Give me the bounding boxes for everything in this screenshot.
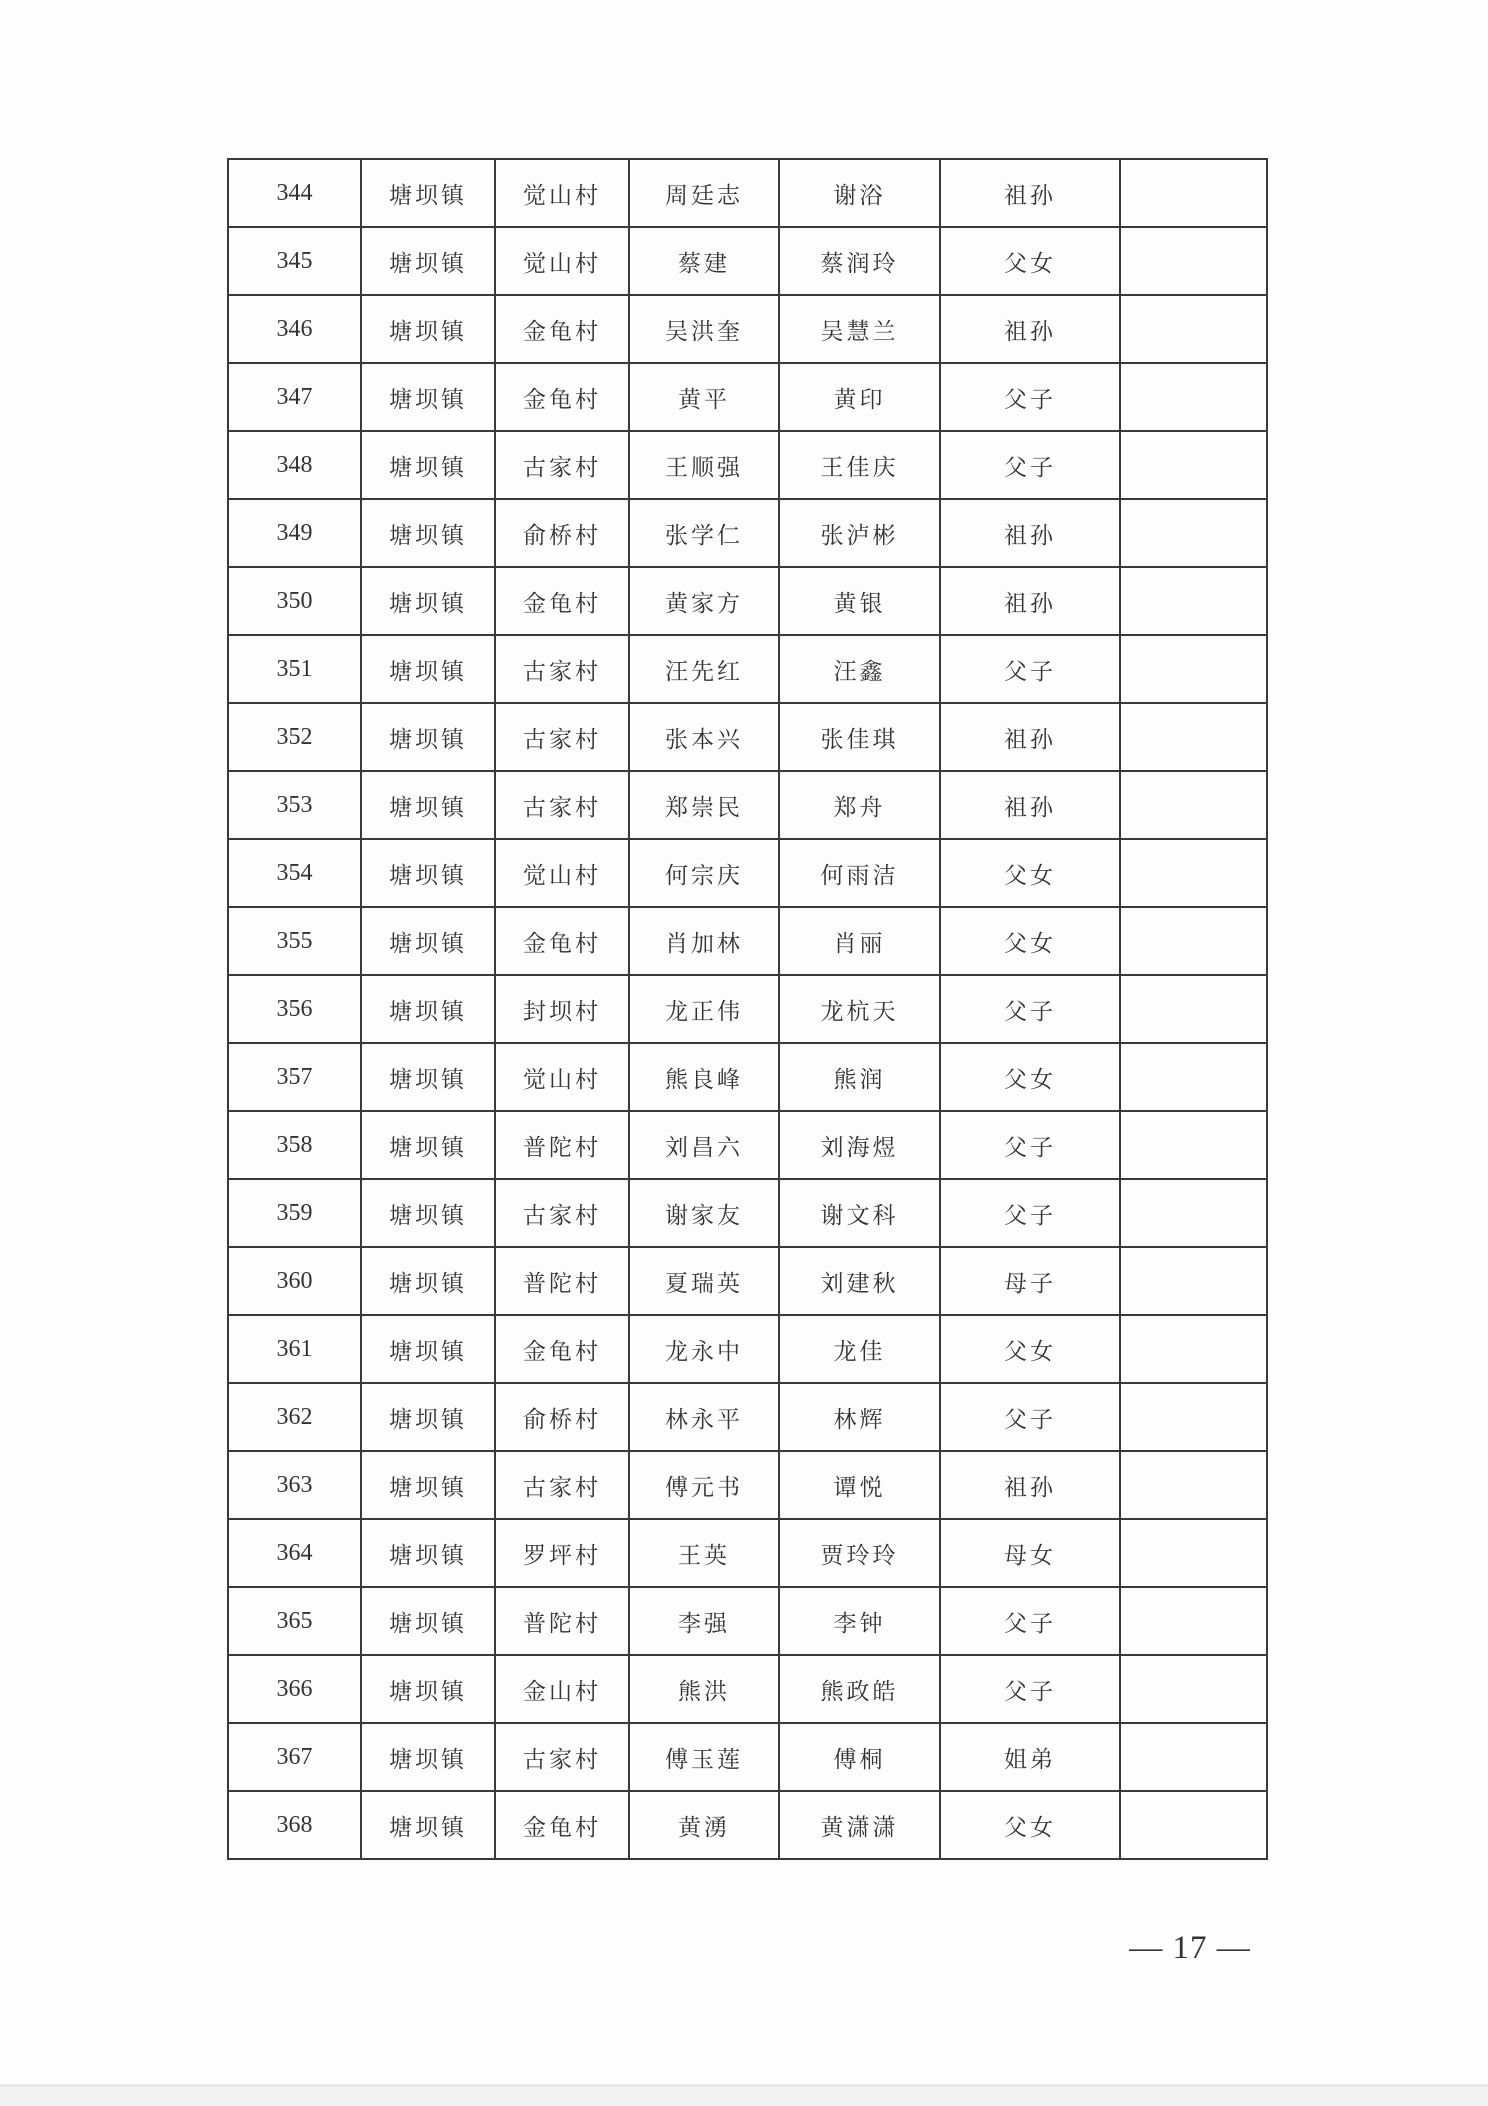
cell-name-primary: 夏瑞英 [629,1247,779,1315]
cell-name-secondary: 谢浴 [779,159,940,227]
cell-village: 金龟村 [495,1791,629,1859]
cell-serial-number: 353 [228,771,361,839]
cell-town: 塘坝镇 [361,1519,495,1587]
cell-remark [1120,1587,1267,1655]
cell-town: 塘坝镇 [361,635,495,703]
cell-village: 俞桥村 [495,499,629,567]
cell-remark [1120,839,1267,907]
cell-serial-number: 363 [228,1451,361,1519]
cell-relationship: 父女 [940,1043,1120,1111]
cell-town: 塘坝镇 [361,771,495,839]
cell-name-secondary: 龙佳 [779,1315,940,1383]
cell-remark [1120,1791,1267,1859]
cell-remark [1120,635,1267,703]
cell-remark [1120,771,1267,839]
cell-town: 塘坝镇 [361,1791,495,1859]
table-row [228,1383,1267,1451]
cell-name-primary: 熊良峰 [629,1043,779,1111]
cell-serial-number: 346 [228,295,361,363]
cell-name-secondary: 龙杭天 [779,975,940,1043]
roster-table [227,158,1268,1860]
cell-village: 觉山村 [495,159,629,227]
cell-serial-number: 365 [228,1587,361,1655]
cell-name-primary: 肖加林 [629,907,779,975]
cell-name-primary: 何宗庆 [629,839,779,907]
cell-relationship: 姐弟 [940,1723,1120,1791]
cell-relationship: 祖孙 [940,567,1120,635]
cell-serial-number: 349 [228,499,361,567]
cell-name-secondary: 张佳琪 [779,703,940,771]
cell-remark [1120,907,1267,975]
cell-name-primary: 龙正伟 [629,975,779,1043]
cell-name-secondary: 黄印 [779,363,940,431]
cell-name-primary: 林永平 [629,1383,779,1451]
cell-town: 塘坝镇 [361,1111,495,1179]
cell-remark [1120,159,1267,227]
cell-remark [1120,1043,1267,1111]
cell-village: 俞桥村 [495,1383,629,1451]
cell-town: 塘坝镇 [361,1247,495,1315]
cell-name-primary: 黄湧 [629,1791,779,1859]
cell-town: 塘坝镇 [361,1383,495,1451]
cell-relationship: 母女 [940,1519,1120,1587]
table-row [228,1315,1267,1383]
table-row [228,703,1267,771]
cell-relationship: 父女 [940,839,1120,907]
cell-town: 塘坝镇 [361,567,495,635]
cell-name-secondary: 熊政皓 [779,1655,940,1723]
cell-name-primary: 黄平 [629,363,779,431]
cell-remark [1120,1111,1267,1179]
cell-name-primary: 蔡建 [629,227,779,295]
cell-name-secondary: 吴慧兰 [779,295,940,363]
cell-name-secondary: 肖丽 [779,907,940,975]
cell-village: 金龟村 [495,567,629,635]
table-row [228,907,1267,975]
cell-relationship: 父女 [940,907,1120,975]
page-number: — 17 — [1129,1930,1251,1966]
cell-town: 塘坝镇 [361,431,495,499]
cell-serial-number: 351 [228,635,361,703]
cell-town: 塘坝镇 [361,1451,495,1519]
cell-village: 古家村 [495,1179,629,1247]
cell-town: 塘坝镇 [361,159,495,227]
cell-relationship: 父女 [940,1791,1120,1859]
cell-remark [1120,295,1267,363]
cell-name-secondary: 熊润 [779,1043,940,1111]
table-row [228,1791,1267,1859]
cell-town: 塘坝镇 [361,1587,495,1655]
cell-name-primary: 傅玉莲 [629,1723,779,1791]
cell-town: 塘坝镇 [361,363,495,431]
cell-remark [1120,703,1267,771]
cell-village: 金山村 [495,1655,629,1723]
cell-village: 金龟村 [495,907,629,975]
cell-town: 塘坝镇 [361,227,495,295]
cell-relationship: 祖孙 [940,295,1120,363]
table-row [228,567,1267,635]
cell-name-primary: 王顺强 [629,431,779,499]
cell-relationship: 父子 [940,363,1120,431]
cell-village: 封坝村 [495,975,629,1043]
cell-village: 罗坪村 [495,1519,629,1587]
cell-village: 普陀村 [495,1247,629,1315]
cell-remark [1120,1247,1267,1315]
cell-name-secondary: 谢文科 [779,1179,940,1247]
cell-serial-number: 344 [228,159,361,227]
cell-serial-number: 357 [228,1043,361,1111]
cell-village: 古家村 [495,431,629,499]
cell-serial-number: 366 [228,1655,361,1723]
cell-relationship: 父女 [940,227,1120,295]
cell-village: 古家村 [495,1723,629,1791]
table-row [228,1451,1267,1519]
cell-remark [1120,431,1267,499]
cell-name-primary: 黄家方 [629,567,779,635]
table-row [228,159,1267,227]
cell-name-secondary: 汪鑫 [779,635,940,703]
cell-name-primary: 谢家友 [629,1179,779,1247]
scan-bottom-shade [0,2087,1488,2106]
cell-village: 古家村 [495,635,629,703]
cell-name-secondary: 郑舟 [779,771,940,839]
cell-town: 塘坝镇 [361,907,495,975]
cell-village: 觉山村 [495,1043,629,1111]
cell-relationship: 祖孙 [940,499,1120,567]
table-row [228,1587,1267,1655]
cell-serial-number: 352 [228,703,361,771]
cell-name-primary: 刘昌六 [629,1111,779,1179]
cell-name-secondary: 李钟 [779,1587,940,1655]
cell-town: 塘坝镇 [361,975,495,1043]
cell-serial-number: 367 [228,1723,361,1791]
cell-serial-number: 348 [228,431,361,499]
cell-serial-number: 360 [228,1247,361,1315]
cell-name-primary: 张本兴 [629,703,779,771]
cell-relationship: 父子 [940,1179,1120,1247]
cell-village: 金龟村 [495,1315,629,1383]
cell-name-primary: 龙永中 [629,1315,779,1383]
cell-serial-number: 359 [228,1179,361,1247]
cell-remark [1120,1315,1267,1383]
cell-relationship: 父女 [940,1315,1120,1383]
cell-village: 古家村 [495,771,629,839]
cell-remark [1120,1519,1267,1587]
cell-serial-number: 356 [228,975,361,1043]
cell-name-primary: 熊洪 [629,1655,779,1723]
cell-remark [1120,1179,1267,1247]
cell-serial-number: 362 [228,1383,361,1451]
cell-name-primary: 郑崇民 [629,771,779,839]
cell-remark [1120,1655,1267,1723]
cell-village: 觉山村 [495,227,629,295]
cell-serial-number: 347 [228,363,361,431]
table-row [228,499,1267,567]
cell-village: 普陀村 [495,1111,629,1179]
table-row [228,1179,1267,1247]
table-row [228,363,1267,431]
table-row [228,1247,1267,1315]
cell-name-secondary: 刘海煜 [779,1111,940,1179]
table-row [228,1043,1267,1111]
cell-relationship: 祖孙 [940,703,1120,771]
cell-relationship: 祖孙 [940,1451,1120,1519]
cell-town: 塘坝镇 [361,499,495,567]
table-row [228,1723,1267,1791]
cell-name-primary: 王英 [629,1519,779,1587]
table-row [228,771,1267,839]
cell-relationship: 父子 [940,635,1120,703]
cell-name-primary: 张学仁 [629,499,779,567]
cell-remark [1120,975,1267,1043]
cell-village: 普陀村 [495,1587,629,1655]
cell-village: 金龟村 [495,363,629,431]
cell-village: 古家村 [495,703,629,771]
cell-name-secondary: 张泸彬 [779,499,940,567]
table-row [228,1519,1267,1587]
cell-remark [1120,227,1267,295]
roster-table-body [228,159,1267,1859]
cell-name-secondary: 傅桐 [779,1723,940,1791]
cell-name-primary: 周廷志 [629,159,779,227]
cell-name-secondary: 何雨洁 [779,839,940,907]
cell-remark [1120,1451,1267,1519]
cell-village: 古家村 [495,1451,629,1519]
cell-serial-number: 354 [228,839,361,907]
table-row [228,431,1267,499]
table-row [228,635,1267,703]
cell-name-secondary: 刘建秋 [779,1247,940,1315]
table-row [228,227,1267,295]
cell-relationship: 父子 [940,1111,1120,1179]
cell-relationship: 母子 [940,1247,1120,1315]
cell-remark [1120,1723,1267,1791]
cell-town: 塘坝镇 [361,703,495,771]
cell-serial-number: 355 [228,907,361,975]
cell-serial-number: 364 [228,1519,361,1587]
cell-relationship: 父子 [940,975,1120,1043]
cell-name-primary: 汪先红 [629,635,779,703]
cell-name-primary: 李强 [629,1587,779,1655]
cell-remark [1120,1383,1267,1451]
cell-name-secondary: 林辉 [779,1383,940,1451]
cell-relationship: 父子 [940,1383,1120,1451]
cell-village: 金龟村 [495,295,629,363]
cell-relationship: 祖孙 [940,159,1120,227]
cell-name-secondary: 蔡润玲 [779,227,940,295]
cell-town: 塘坝镇 [361,839,495,907]
cell-name-primary: 傅元书 [629,1451,779,1519]
table-row [228,295,1267,363]
cell-remark [1120,567,1267,635]
cell-town: 塘坝镇 [361,1179,495,1247]
cell-name-secondary: 黄银 [779,567,940,635]
cell-serial-number: 345 [228,227,361,295]
cell-relationship: 父子 [940,1655,1120,1723]
cell-town: 塘坝镇 [361,1723,495,1791]
cell-remark [1120,499,1267,567]
table-row [228,1111,1267,1179]
table-row [228,839,1267,907]
cell-serial-number: 358 [228,1111,361,1179]
cell-relationship: 父子 [940,1587,1120,1655]
cell-town: 塘坝镇 [361,295,495,363]
cell-town: 塘坝镇 [361,1655,495,1723]
cell-name-primary: 吴洪奎 [629,295,779,363]
cell-serial-number: 368 [228,1791,361,1859]
cell-town: 塘坝镇 [361,1043,495,1111]
cell-name-secondary: 王佳庆 [779,431,940,499]
table-row [228,975,1267,1043]
cell-name-secondary: 谭悦 [779,1451,940,1519]
cell-serial-number: 361 [228,1315,361,1383]
cell-remark [1120,363,1267,431]
cell-relationship: 祖孙 [940,771,1120,839]
cell-village: 觉山村 [495,839,629,907]
cell-name-secondary: 黄潇潇 [779,1791,940,1859]
cell-name-secondary: 贾玲玲 [779,1519,940,1587]
table-row [228,1655,1267,1723]
cell-town: 塘坝镇 [361,1315,495,1383]
cell-relationship: 父子 [940,431,1120,499]
cell-serial-number: 350 [228,567,361,635]
